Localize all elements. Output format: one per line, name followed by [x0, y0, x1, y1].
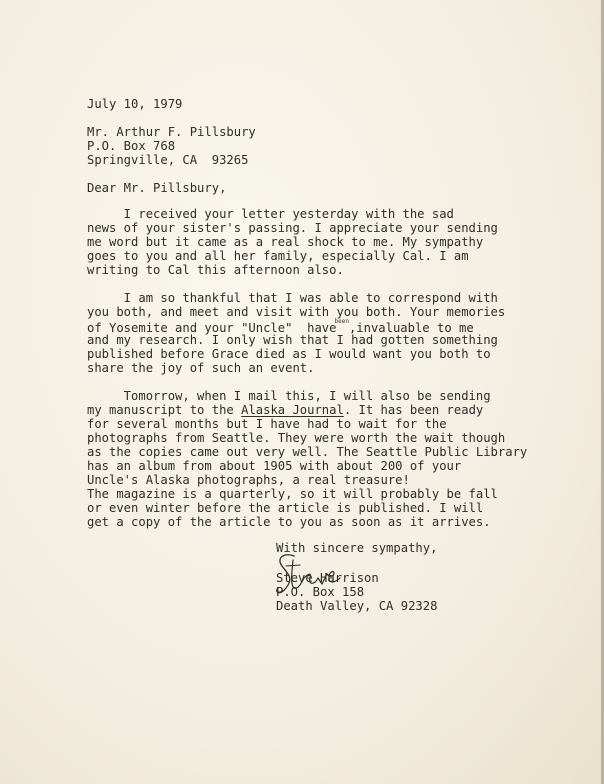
- paragraph2-line: I am so thankful that I was able to correspond with: [87, 291, 498, 305]
- paragraph2-line: you both, and meet and visit with you both. Your memories: [87, 305, 506, 319]
- paragraph1-line: I received your letter yesterday with the sad: [87, 207, 454, 221]
- salutation: Dear Mr. Pillsbury,: [87, 181, 227, 195]
- recipient-box: P.O. Box 768: [87, 139, 176, 153]
- sender-city: Death Valley, CA 92328: [276, 599, 438, 613]
- paragraph1-line: goes to you and all her family, especially Cal. I am: [87, 249, 469, 263]
- paragraph1-line: me word but it came as a real shock to me. My sympathy: [87, 235, 484, 249]
- sender-box: P.O. Box 158: [276, 585, 365, 599]
- letter-date: July 10, 1979: [87, 97, 183, 111]
- paragraph1-line: news of your sister's passing. I appreciate your sending: [87, 221, 498, 235]
- recipient-city: Springville, CA 93265: [87, 153, 249, 167]
- paragraph3-line: photographs from Seattle. They were worth the wait though: [87, 431, 506, 445]
- sender-name: Steve Harrison: [276, 571, 379, 585]
- paragraph3-text: . It has been ready: [343, 403, 484, 417]
- paragraph3-line: [87, 403, 483, 417]
- paragraph2-line: share the joy of such an event.: [87, 361, 315, 375]
- paragraph2-line: and my research. I only wish that I had gotten something: [87, 333, 498, 347]
- paragraph3-line: Uncle's Alaska photographs, a real treasure!: [87, 473, 410, 487]
- paragraph3-line: Tomorrow, when I mail this, I will also be sending: [87, 389, 491, 403]
- paragraph2-text: of Yosemite and your "Uncle" have: [87, 321, 337, 335]
- paragraph3-line: get a copy of the article to you as soon as it arrives.: [87, 515, 491, 529]
- closing: With sincere sympathy,: [276, 541, 438, 555]
- paragraph2-text: ,invaluable to me: [348, 321, 474, 335]
- handwritten-insertion: been: [334, 318, 349, 325]
- paragraph3-line: as the copies came out very well. The Seattle Public Library: [87, 445, 528, 459]
- paragraph2-line: published before Grace died as I would want you both to: [87, 347, 491, 361]
- paragraph3-line: has an album from about 1905 with about 200 of your: [87, 459, 462, 473]
- paragraph3-line: The magazine is a quarterly, so it will probably be fall: [87, 487, 498, 501]
- paragraph3-line: for several months but I have had to wait for the: [87, 417, 447, 431]
- paragraph3-line: or even winter before the article is published. I will: [87, 501, 484, 515]
- journal-title: Alaska Journal: [241, 403, 344, 417]
- paragraph3-text: my manuscript to the: [87, 403, 242, 417]
- paragraph1-line: writing to Cal this afternoon also.: [87, 263, 344, 277]
- recipient-name: Mr. Arthur F. Pillsbury: [87, 125, 256, 139]
